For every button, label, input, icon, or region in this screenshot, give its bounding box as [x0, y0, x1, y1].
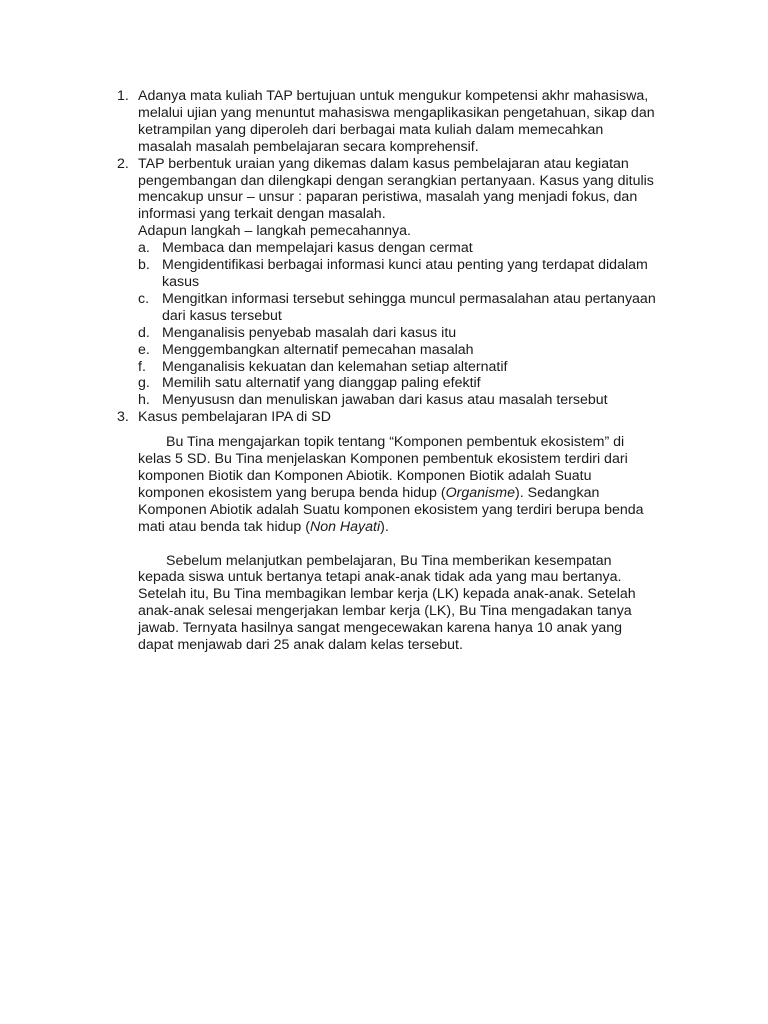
list-item-2 — [0, 156, 658, 410]
list-item-3 — [0, 409, 658, 426]
step-text: Menggembangkan alternatif pemecahan masalah — [162, 341, 474, 358]
step-item-b — [138, 257, 658, 291]
step-letter: h. — [138, 392, 150, 409]
steps-list — [138, 240, 658, 409]
case-paragraph-2: Sebelum melanjutkan pembelajaran, Bu Tina memberikan kesempatan kepada siswa untuk bertanya tetapi anak-anak tidak ada yang mau bertanya. Setelah itu, Bu Tina membagikan lembar kerja (LK) kepada anak-anak. Setelah anak-anak selesai mengerjakan lembar kerja (LK), Bu Tina mengadakan tanya jawab. Ternyata hasilnya sangat mengecewakan karena hanya 10 anak yang dapat menjawab dari 25 anak dalam kelas tersebut. — [138, 552, 636, 654]
step-letter: f. — [138, 358, 146, 375]
step-letter: d. — [138, 324, 150, 341]
steps-intro: Adapun langkah – langkah pemecahannya. — [138, 223, 411, 240]
step-item-d — [138, 325, 658, 342]
step-text: Memilih satu alternatif yang dianggap paling efektif — [162, 375, 481, 392]
list-number: 1. — [117, 88, 129, 104]
case-text: Bu Tina mengajarkan topik tentang “Komponen pembentuk ekosistem” di kelas 5 SD. Bu Tina menjelaskan Komponen pembentuk ekosistem terdiri dari komponen Biotik dan Komponen Abiotik. Komponen Biotik adalah Suatu komponen ekosistem yang berupa benda hidup ( — [138, 434, 628, 501]
step-letter: g. — [138, 375, 150, 392]
step-item-a — [138, 240, 658, 257]
step-text: Mengitkan informasi tersebut sehingga muncul permasalahan atau pertanyaan dari kasus tersebut — [162, 290, 656, 324]
document-page — [0, 88, 768, 668]
step-letter: a. — [138, 240, 150, 257]
step-item-f — [138, 359, 658, 376]
list-item-text: TAP berbentuk uraian yang dikemas dalam kasus pembelajaran atau kegiatan pengembangan dan dilengkapi dengan serangkian pertanyaan. Kasus yang ditulis mencakup unsur – unsur : paparan peristiwa, masalah yang menjadi fokus, dan informasi yang terkait dengan masalah. — [138, 155, 654, 223]
step-text: Membaca dan mempelajari kasus dengan cermat — [162, 240, 473, 257]
case-text: ). Sedangkan Komponen Abiotik adalah Suatu komponen ekosistem yang terdiri berupa benda mati atau benda tak hidup ( — [138, 484, 644, 535]
list-item-text: Kasus pembelajaran IPA di SD — [138, 409, 331, 426]
step-item-h — [138, 392, 658, 409]
step-item-c — [138, 291, 658, 325]
list-number: 3. — [117, 409, 129, 426]
step-letter: e. — [138, 341, 150, 358]
step-text: Menganalisis penyebab masalah dari kasus itu — [162, 324, 457, 341]
step-item-g — [138, 375, 658, 392]
step-letter: b. — [138, 257, 150, 274]
case-text: ). — [380, 518, 389, 535]
step-text: Mengidentifikasi berbagai informasi kunci atau penting yang terdapat didalam kasus — [162, 257, 648, 290]
list-item-1 — [0, 88, 658, 156]
step-letter: c. — [138, 290, 150, 307]
list-item-text: Adanya mata kuliah TAP bertujuan untuk mengukur kompetensi akhr mahasiswa, melalui ujian yang menuntut mahasiswa mengaplikasikan pengetahuan, sikap dan ketrampilan yang diperoleh dari berbagai mata kuliah dalam memecahkan masalah masalah pembelajaran secara komprehensif. — [138, 88, 655, 155]
case-term-non-hayati: Non Hayati — [309, 518, 381, 535]
step-text: Menganalisis kekuatan dan kelemahan setiap alternatif — [162, 358, 508, 375]
step-item-e — [138, 342, 658, 359]
list-number: 2. — [117, 155, 129, 172]
step-text: Menyususn dan menuliskan jawaban dari kasus atau masalah tersebut — [162, 392, 608, 409]
case-term-organisme: Organisme — [445, 484, 515, 501]
case-paragraph-1 — [138, 434, 658, 535]
